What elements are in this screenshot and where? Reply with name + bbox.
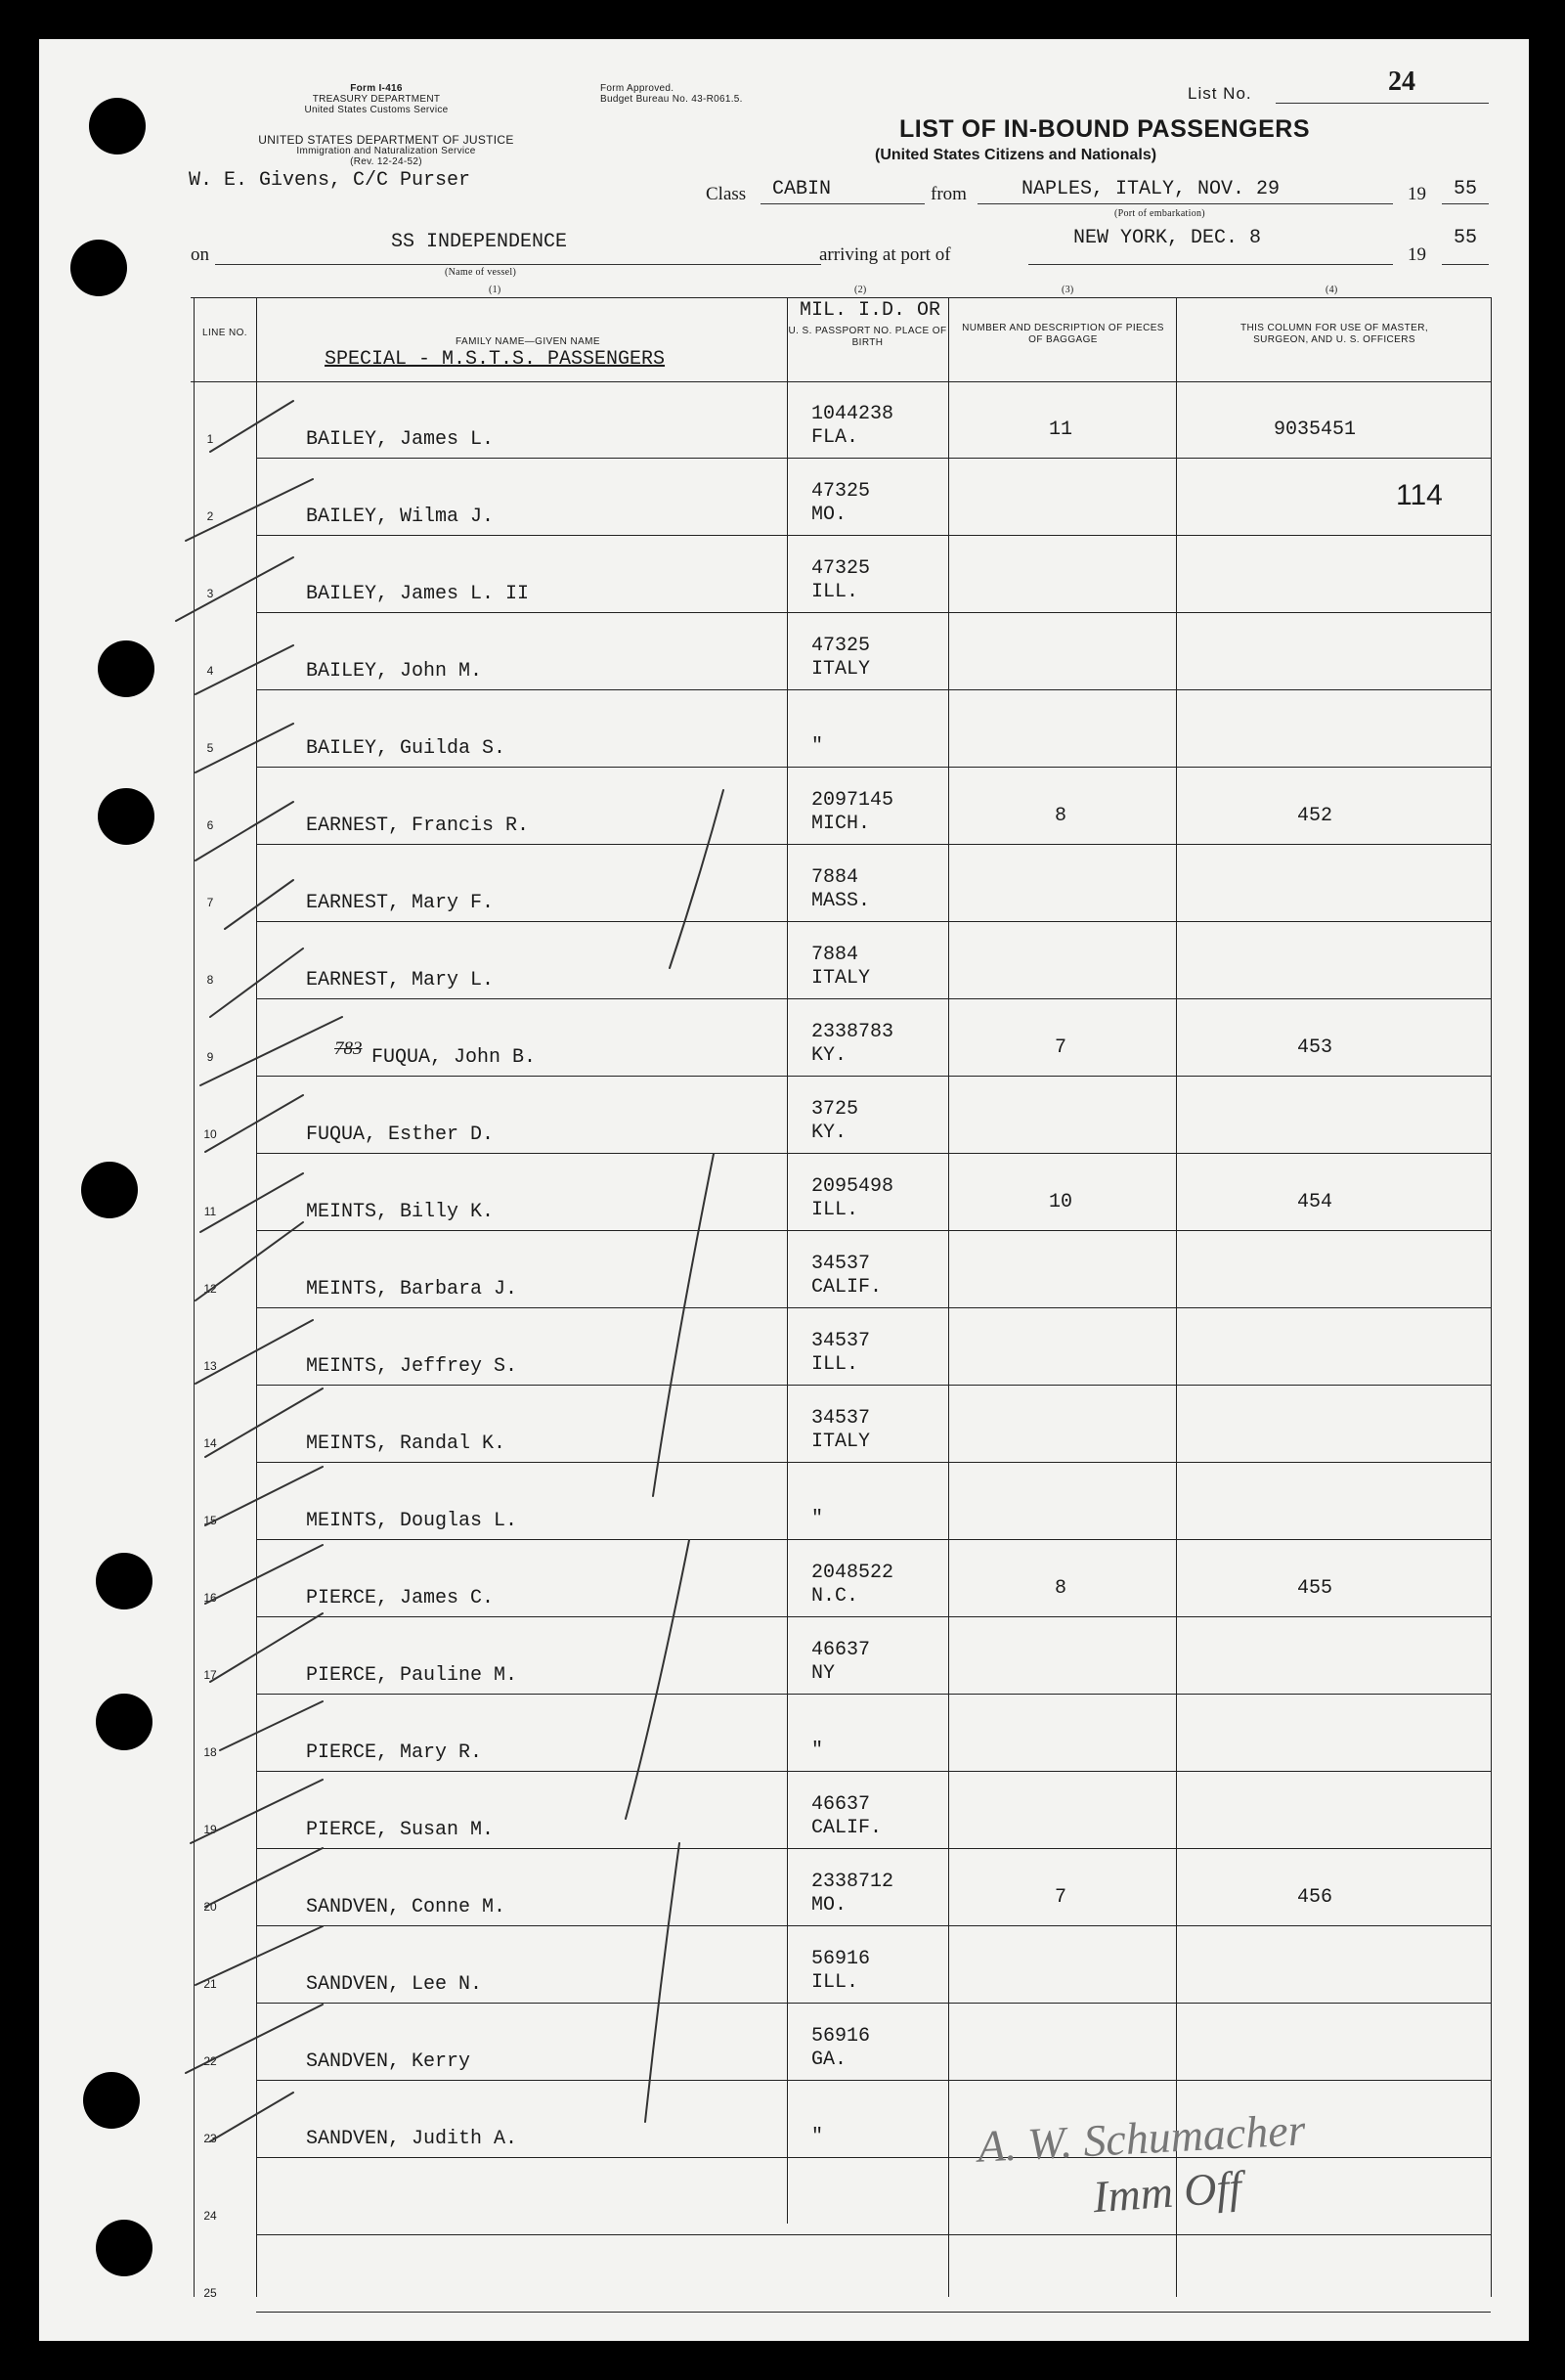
passport-number: 2338783	[811, 1021, 894, 1043]
page-title: LIST OF IN-BOUND PASSENGERS	[899, 115, 1311, 143]
line-number: 11	[203, 1205, 217, 1218]
year-prefix-2: 19	[1408, 244, 1426, 265]
line-number: 3	[206, 587, 214, 600]
passport-number: 3725	[811, 1098, 859, 1121]
passport-number: 7884	[811, 866, 859, 889]
line-number: 21	[203, 1977, 217, 1991]
row2-note: 114	[1396, 479, 1443, 511]
passenger-name: SANDVEN, Kerry	[306, 2050, 471, 2073]
passport-number: 2095498	[811, 1175, 894, 1198]
place-of-birth: MASS.	[811, 890, 871, 912]
baggage-count: 11	[1048, 419, 1072, 441]
ins-name: Immigration and Naturalization Service	[296, 146, 476, 156]
place-of-birth: MO.	[811, 504, 848, 526]
passport-number: 2097145	[811, 789, 894, 812]
passenger-name: SANDVEN, Judith A.	[306, 2128, 518, 2150]
baggage-count: 8	[1054, 1577, 1066, 1600]
place-of-birth: MO.	[811, 1894, 848, 1917]
passport-number: 7884	[811, 944, 859, 966]
officer-number: 9035451	[1273, 419, 1356, 441]
line-number: 6	[206, 818, 214, 832]
line-number: 23	[203, 2132, 217, 2145]
revision: (Rev. 12-24-52)	[350, 156, 422, 167]
class-value: CABIN	[772, 178, 832, 200]
place-of-birth: CALIF.	[811, 1276, 883, 1299]
name-typed-heading: SPECIAL - M.S.T.S. PASSENGERS	[325, 348, 666, 371]
line-number: 15	[203, 1514, 217, 1527]
line-number: 19	[203, 1823, 217, 1836]
line-number: 4	[206, 664, 214, 678]
line-number: 24	[203, 2209, 217, 2223]
passenger-name: PIERCE, James C.	[306, 1587, 495, 1609]
passenger-name: BAILEY, James L. II	[306, 583, 530, 605]
line-number: 2	[206, 509, 214, 523]
place-of-birth: FLA.	[811, 426, 859, 449]
passport-number: 34537	[811, 1253, 871, 1275]
line-number: 10	[203, 1127, 217, 1141]
col-header-passport: U. S. PASSPORT NO. PLACE OF BIRTH	[788, 326, 947, 348]
line-number: 8	[206, 973, 214, 987]
class-label: Class	[706, 184, 747, 204]
port-embark-caption: (Port of embarkation)	[1114, 208, 1205, 219]
line-number: 9	[206, 1050, 214, 1064]
officer-number: 454	[1296, 1191, 1332, 1213]
on-label: on	[191, 244, 209, 265]
place-of-birth: N.C.	[811, 1585, 859, 1608]
passport-number: 47325	[811, 480, 871, 503]
col-number-1: (1)	[489, 285, 501, 295]
passenger-name: EARNEST, Francis R.	[306, 815, 530, 837]
place-of-birth: CALIF.	[811, 1817, 883, 1839]
col-header-officers: THIS COLUMN FOR USE OF MASTER, SURGEON, AND U. S. OFFICERS	[1239, 323, 1428, 345]
baggage-count: 7	[1054, 1036, 1066, 1059]
passport-number: 56916	[811, 2025, 871, 2048]
line-number: 12	[203, 1282, 217, 1296]
passport-number: 56916	[811, 1948, 871, 1970]
arriving-value: NEW YORK, DEC. 8	[1073, 227, 1262, 249]
col-number-3: (3)	[1062, 285, 1074, 295]
row9-prefix-annotation: 783	[334, 1038, 363, 1059]
place-of-birth: ILL.	[811, 581, 859, 603]
passport-number: 46637	[811, 1639, 871, 1661]
budget-bureau: Budget Bureau No. 43-R061.5.	[600, 94, 743, 105]
baggage-count: 7	[1054, 1886, 1066, 1909]
vessel-name: SS INDEPENDENCE	[391, 231, 568, 253]
line-number: 1	[206, 432, 214, 446]
passenger-name: EARNEST, Mary F.	[306, 892, 495, 914]
passport-number: 34537	[811, 1407, 871, 1430]
purser-name: W. E. Givens, C/C Purser	[189, 169, 471, 192]
service-name: United States Customs Service	[304, 105, 449, 115]
list-no-label: List No.	[1188, 84, 1252, 103]
year-value-2: 55	[1454, 227, 1478, 249]
col-number-4: (4)	[1326, 285, 1338, 295]
form-approved: Form Approved.	[600, 83, 674, 94]
passenger-name: FUQUA, Esther D.	[306, 1124, 495, 1146]
place-of-birth: MICH.	[811, 813, 871, 835]
passenger-name: MEINTS, Jeffrey S.	[306, 1355, 518, 1378]
passenger-name: MEINTS, Billy K.	[306, 1201, 495, 1223]
from-label: from	[931, 184, 967, 204]
passenger-name: BAILEY, Wilma J.	[306, 506, 495, 528]
officer-number: 453	[1296, 1036, 1332, 1059]
place-of-birth: KY.	[811, 1122, 848, 1144]
officer-number: 456	[1296, 1886, 1332, 1909]
place-of-birth: NY	[811, 1662, 836, 1685]
place-of-birth: "	[811, 1740, 824, 1762]
arriving-label: arriving at port of	[819, 244, 951, 265]
passenger-name: BAILEY, Guilda S.	[306, 737, 506, 760]
justice-dept: UNITED STATES DEPARTMENT OF JUSTICE	[258, 133, 514, 147]
passport-number: 2048522	[811, 1562, 894, 1584]
line-number: 18	[203, 1745, 217, 1759]
passport-number: 2338712	[811, 1871, 894, 1893]
passenger-name: SANDVEN, Lee N.	[306, 1973, 483, 1996]
passenger-name: SANDVEN, Conne M.	[306, 1896, 506, 1918]
passport-number: 46637	[811, 1793, 871, 1816]
officer-number: 452	[1296, 805, 1332, 827]
passenger-name: PIERCE, Susan M.	[306, 1819, 495, 1841]
passenger-name: MEINTS, Douglas L.	[306, 1510, 518, 1532]
line-number: 17	[203, 1668, 217, 1682]
passport-typed-heading: MIL. I.D. OR	[800, 299, 941, 322]
from-value: NAPLES, ITALY, NOV. 29	[1022, 178, 1281, 200]
passenger-name: PIERCE, Pauline M.	[306, 1664, 518, 1687]
passport-number: 34537	[811, 1330, 871, 1352]
line-number: 13	[203, 1359, 217, 1373]
passenger-name: BAILEY, James L.	[306, 428, 495, 451]
place-of-birth: ITALY	[811, 967, 871, 990]
year-prefix-1: 19	[1408, 184, 1426, 204]
col-header-name: FAMILY NAME—GIVEN NAME	[456, 336, 600, 347]
passenger-name: FUQUA, John B.	[371, 1046, 537, 1069]
passenger-name: BAILEY, John M.	[306, 660, 483, 683]
list-no-value: 24	[1388, 66, 1415, 97]
col-header-baggage: NUMBER AND DESCRIPTION OF PIECES OF BAGGAGE	[962, 323, 1164, 345]
place-of-birth: GA.	[811, 2049, 848, 2071]
place-of-birth: "	[811, 735, 824, 758]
place-of-birth: ITALY	[811, 1431, 871, 1453]
place-of-birth: KY.	[811, 1044, 848, 1067]
baggage-count: 8	[1054, 805, 1066, 827]
passenger-name: MEINTS, Barbara J.	[306, 1278, 518, 1300]
form-number: Form I-416	[350, 83, 403, 94]
line-number: 7	[206, 896, 214, 909]
page-subtitle: (United States Citizens and Nationals)	[875, 147, 1157, 163]
year-value-1: 55	[1454, 178, 1478, 200]
officer-number: 455	[1296, 1577, 1332, 1600]
place-of-birth: ILL.	[811, 1199, 859, 1221]
passenger-name: EARNEST, Mary L.	[306, 969, 495, 992]
line-number: 16	[203, 1591, 217, 1605]
place-of-birth: ILL.	[811, 1353, 859, 1376]
passport-number: 47325	[811, 635, 871, 657]
place-of-birth: ITALY	[811, 658, 871, 681]
line-number: 14	[203, 1436, 217, 1450]
vessel-caption: (Name of vessel)	[445, 267, 517, 278]
passport-number: 47325	[811, 557, 871, 580]
line-number: 22	[203, 2054, 217, 2068]
place-of-birth: "	[811, 2126, 824, 2148]
line-number: 25	[203, 2286, 217, 2300]
place-of-birth: "	[811, 1508, 824, 1530]
department-name: TREASURY DEPARTMENT	[312, 94, 441, 105]
col-number-2: (2)	[854, 285, 867, 295]
passenger-name: PIERCE, Mary R.	[306, 1741, 483, 1764]
baggage-count: 10	[1048, 1191, 1072, 1213]
place-of-birth: ILL.	[811, 1971, 859, 1994]
passenger-name: MEINTS, Randal K.	[306, 1432, 506, 1455]
line-number: 5	[206, 741, 214, 755]
passport-number: 1044238	[811, 403, 894, 425]
signature-line-2: Imm Off	[1091, 2161, 1243, 2223]
col-header-line: LINE NO.	[202, 328, 247, 338]
signature-line-1: A. W. Schumacher	[976, 2104, 1307, 2172]
line-number: 20	[203, 1900, 217, 1914]
